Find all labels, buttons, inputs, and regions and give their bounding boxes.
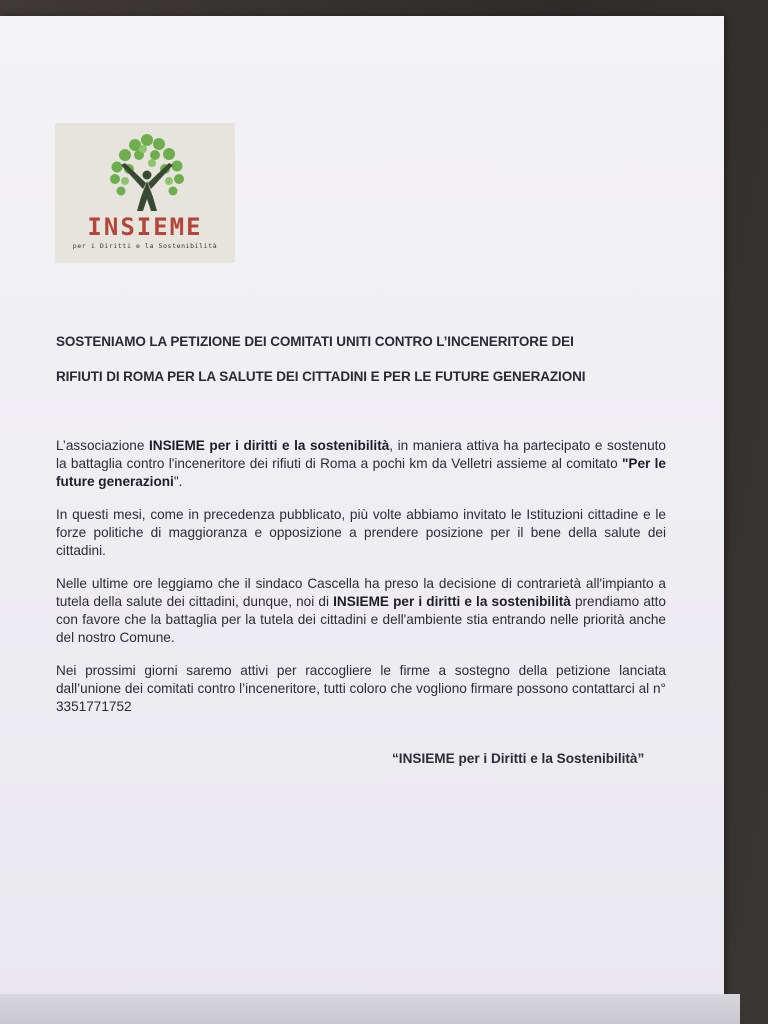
insieme-logo xyxy=(55,123,235,263)
paragraph-1-text-e: ". xyxy=(173,474,183,489)
paragraph-4: Nei prossimi giorni saremo attivi per raccogliere le firme a sostegno della petizione lanciata dall’unione dei comitati contro l’inceneritore, tutti coloro che vogliono firmare possono contattarci al n° 3351771752 xyxy=(56,663,666,714)
association-name-bold: INSIEME per i diritti e la sostenibilità xyxy=(148,438,390,453)
paragraph-3-text-c: prendiamo atto con favore che la battaglia per la tutela dei cittadini e dell'ambiente stia entrando nelle priorità anche del nostro Comune. xyxy=(56,594,666,645)
paragraph-3 xyxy=(56,575,666,647)
paragraph-2: In questi mesi, come in precedenza pubblicato, più volte abbiamo invitato le Istituzioni cittadine e le forze politiche di maggioranza e opposizione a prendere posizione per il bene della salute dei cittadini. xyxy=(56,507,666,558)
paragraph-3-text-a: Nelle ultime ore leggiamo che il sindaco Cascella ha preso la decisione di contrarietà all'impianto a tutela della salute dei cittadini, dunque, noi di xyxy=(56,576,666,609)
page-bottom-edge xyxy=(0,994,740,1024)
paragraph-1-text-a: L’associazione xyxy=(56,438,149,453)
logo-subtitle: per i Diritti e la Sostenibilità xyxy=(72,242,218,250)
signature: “INSIEME per i Diritti e la Sostenibilità” xyxy=(392,751,645,766)
committee-name-bold: "Per le future generazioni xyxy=(56,456,666,489)
paragraph-1-text-c: , in maniera attiva ha partecipato e sostenuto la battaglia contro l'inceneritore dei rifiuti di Roma a pochi km da Velletri assieme al comitato xyxy=(56,438,666,471)
heading-line-1: SOSTENIAMO LA PETIZIONE DEI COMITATI UNITI CONTRO L’INCENERITORE DEI xyxy=(56,334,574,349)
association-name-bold-2: INSIEME per i diritti e la sostenibilità xyxy=(333,594,571,609)
paragraph-1 xyxy=(56,437,666,491)
heading-line-2: RIFIUTI DI ROMA PER LA SALUTE DEI CITTADINI E PER LE FUTURE GENERAZIONI xyxy=(56,369,586,384)
logo-wordmark: INSIEME xyxy=(87,213,203,241)
tree-person-icon xyxy=(55,123,235,218)
